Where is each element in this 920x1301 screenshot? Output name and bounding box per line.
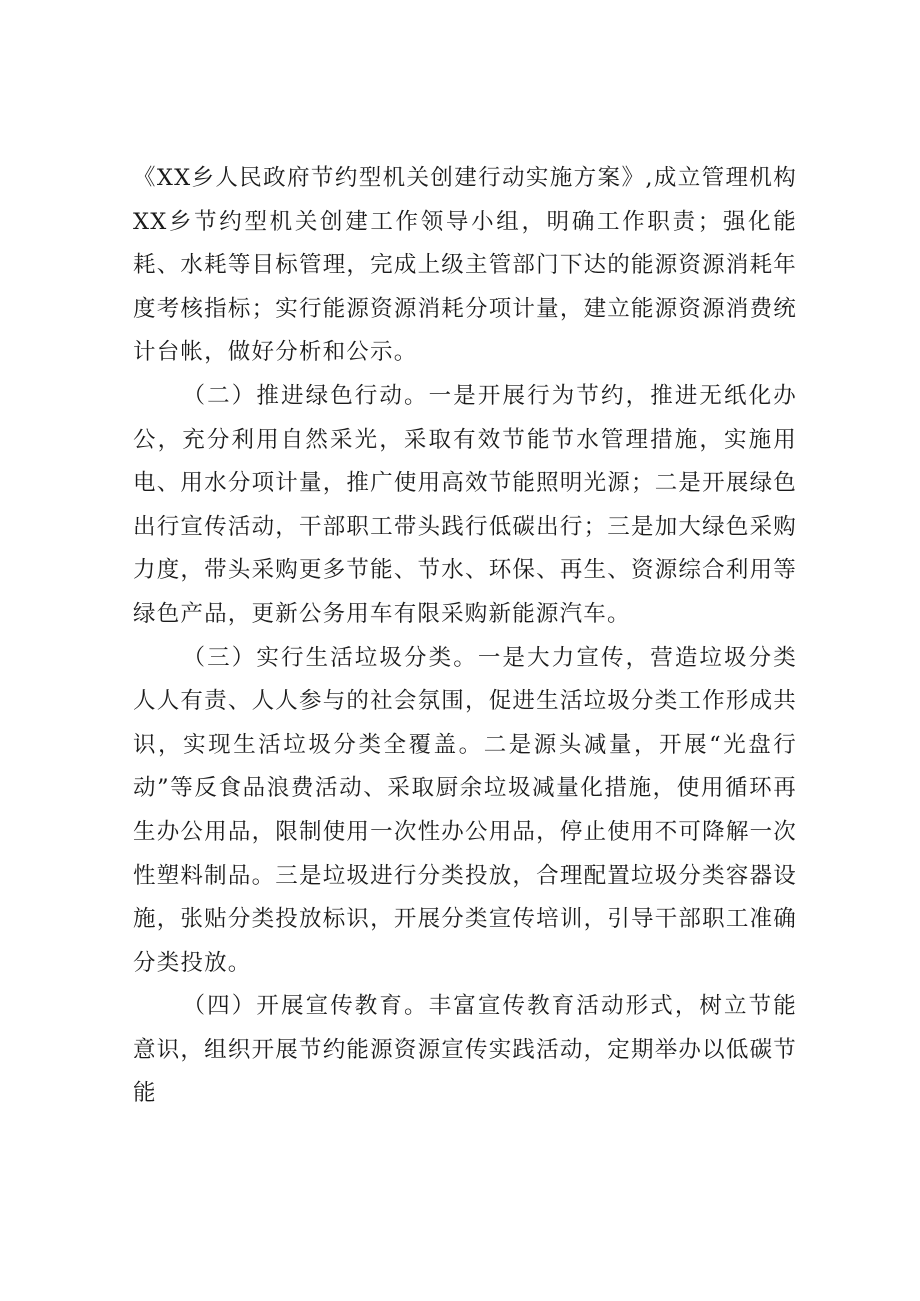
- paragraph-garbage-sorting: （三）实行生活垃圾分类。一是大力宣传，营造垃圾分类人人有责、人人参与的社会氛围，促进生活垃圾分类工作形成共识，实现生活垃圾分类全覆盖。二是源头减量，开展“光盘行动”等反食品浪费活动、采取厨余垃圾减量化措施，使用循环再生办公用品，限制使用一次性办公用品，停止使用不可降解一次性塑料制品。三是垃圾进行分类投放，合理配置垃圾分类容器设施，张贴分类投放标识，开展分类宣传培训，引导干部职工准确分类投放。: [133, 644, 797, 976]
- paragraph-green-action: （二）推进绿色行动。一是开展行为节约，推进无纸化办公，充分利用自然采光，采取有效节能节水管理措施，实施用电、用水分项计量，推广使用高效节能照明光源；二是开展绿色出行宣传活动，干部职工带头践行低碳出行；三是加大绿色采购力度，带头采购更多节能、节水、环保、再生、资源综合利用等绿色产品，更新公务用车有限采购新能源汽车。: [133, 382, 797, 627]
- document-body: [133, 157, 797, 1116]
- paragraph-plan-summary: 《XX乡人民政府节约型机关创建行动实施方案》,成立管理机构XX乡节约型机关创建工作领导小组，明确工作职责；强化能耗、水耗等目标管理，完成上级主管部门下达的能源资源消耗年度考核指标；实行能源资源消耗分项计量，建立能源资源消费统计台帐，做好分析和公示。: [133, 165, 797, 366]
- paragraph-publicity-education: （四）开展宣传教育。丰富宣传教育活动形式，树立节能意识，组织开展节约能源资源宣传实践活动，定期举办以低碳节能: [133, 993, 797, 1107]
